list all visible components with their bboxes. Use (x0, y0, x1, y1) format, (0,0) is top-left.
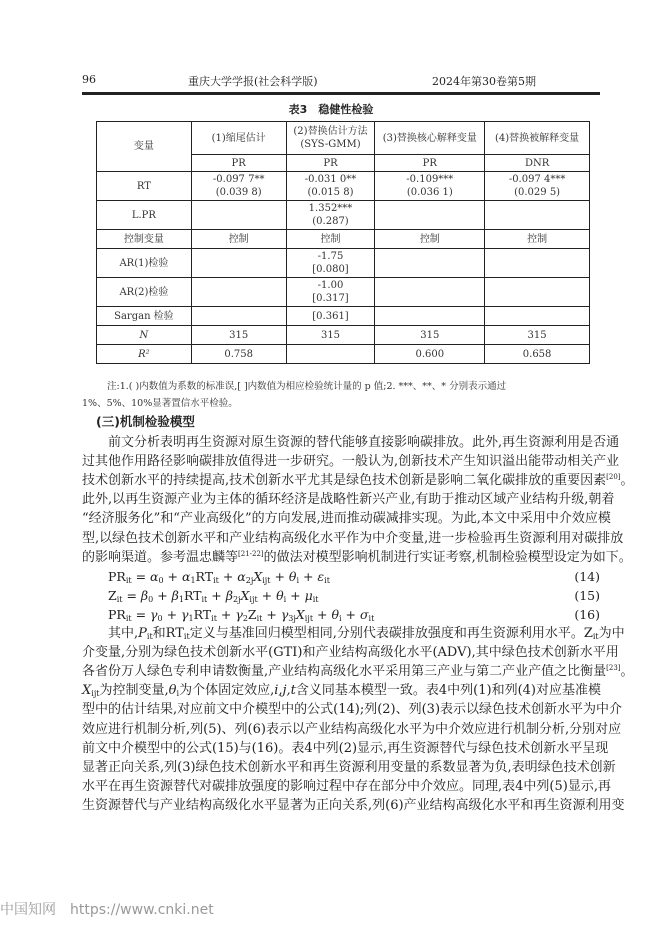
text-line (82, 471, 634, 490)
table-cell: -0.031 0** (0.015 8) (286, 172, 375, 201)
text-segment: 和RT (152, 626, 184, 641)
text-segment: + (270, 569, 289, 584)
text-segment: 0 (148, 595, 154, 604)
text-segment: γ (150, 607, 158, 622)
table-cell: 315 (286, 326, 375, 345)
text-segment: it (592, 632, 599, 641)
table-cell: -1.75 [0.080] (286, 249, 375, 278)
text-segment: 效应进行机制分析,列(5)、列(6)表示以产业结构高级化水平为中介效应进行机制分析,分别对应 (82, 722, 622, 737)
text-segment: + (153, 588, 172, 603)
table-cell (485, 249, 590, 278)
table-note-line: 注:1.( )内数值为系数的标准误,[ ]内数值为相应检验统计量的 p 值;2. ***、**、* 分别表示通过 (107, 381, 507, 392)
table-cell: 0.758 (191, 345, 286, 364)
text-segment: [21-22] (238, 550, 264, 558)
text-segment: β (171, 588, 179, 603)
table-cell: 控制 (286, 230, 375, 249)
row-label: AR(2)检验 (97, 278, 192, 307)
text-segment: 生资源替代与产业结构高级化水平显著为正向关系,列(6)产业结构高级化水平和再生资源利用变 (82, 798, 625, 813)
text-segment: + (163, 569, 182, 584)
text-segment: 0 (158, 576, 164, 585)
text-segment: α (182, 569, 191, 584)
header-variable: 变量 (97, 122, 192, 172)
equation-number: (15) (574, 588, 600, 603)
text-segment: β (140, 588, 149, 603)
text-segment: i (296, 576, 299, 585)
text-segment: + (257, 588, 277, 603)
column-header: (4)替换被解释变量 (485, 122, 590, 155)
text-segment: 的影响渠道。参考温忠麟等 (82, 550, 239, 565)
table-row (97, 345, 590, 364)
text-line (82, 796, 625, 815)
text-segment: ijt (91, 689, 100, 698)
robustness-table (96, 121, 590, 364)
text-segment: + (262, 607, 281, 622)
row-label: R² (97, 345, 192, 364)
text-segment: 介变量,分别为绿色技术创新水平(GTI)和产业结构高级化水平(ADV),其中绿色技术创新水平用 (82, 645, 619, 660)
text-line (82, 662, 634, 681)
text-segment: X (240, 588, 250, 603)
text-segment: + (299, 569, 318, 584)
text-segment: θ (331, 607, 339, 622)
text-segment: 前文中介模型中的公式(15)与(16)。表4中列(2)显示,再生资源替代与绿色技术创新水平呈现 (82, 741, 609, 756)
table-row (97, 278, 590, 307)
text-segment: P (138, 626, 147, 641)
table-note-line: 1%、5%、10%显著置信水平检验。 (82, 398, 238, 409)
dependent-variable: PR (286, 155, 375, 172)
text-line (108, 624, 625, 643)
table-row (97, 172, 590, 201)
text-segment: θ (276, 588, 284, 603)
text-segment: 各省份万人绿色专利申请数衡量,产业结构高级化水平采用第三产业与第二产业产值之比衡量 (82, 664, 607, 679)
text-line (82, 452, 620, 471)
text-segment: it (201, 595, 208, 604)
text-segment: 2 (242, 614, 248, 623)
text-segment: 型中的估计结果,对应前文中介模型中的公式(14);列(2)、列(3)表示以绿色技术创新水平为中介 (82, 702, 623, 717)
text-segment: i (176, 689, 180, 698)
table-cell: 315 (191, 326, 286, 345)
page-number: 96 (82, 73, 96, 86)
text-segment: it (211, 614, 217, 623)
table-cell (191, 278, 286, 307)
text-segment: i (283, 595, 287, 604)
text-segment: i,j,t (274, 683, 296, 698)
text-line (82, 548, 632, 567)
text-segment: [23] (606, 664, 621, 672)
text-segment: 水平在再生资源替代对碳排放强度的影响过程中存在部分中介效应。同理,表4中列(5)显示,再 (82, 779, 611, 794)
text-segment: 技术创新水平的持续提高,技术创新水平尤其是绿色技术创新是影响二氧化碳排放的重要因素 (82, 473, 607, 488)
column-header: (2)替换估计方法 (SYS-GMM) (286, 122, 375, 155)
table-cell (375, 307, 485, 326)
table-cell (485, 307, 590, 326)
row-label: AR(1)检验 (97, 249, 192, 278)
text-segment: + (216, 607, 236, 622)
table-cell (485, 278, 590, 307)
row-label: L.PR (97, 201, 192, 230)
text-segment: it (125, 576, 132, 585)
header-rule (82, 92, 600, 95)
text-segment: σ (359, 607, 369, 622)
table-cell: 315 (375, 326, 485, 345)
text-line (108, 433, 620, 452)
text-segment: 0 (157, 614, 163, 623)
text-segment: it (213, 576, 219, 585)
text-segment: ijt (249, 595, 258, 604)
equation-number: (16) (574, 607, 600, 622)
text-segment: it (368, 614, 375, 623)
table-cell (485, 201, 590, 230)
text-segment: 1 (188, 614, 194, 623)
text-segment: 3j (288, 614, 296, 623)
table-title: 表3 稳健性检验 (288, 103, 374, 116)
column-header: (1)缩尾估计 (191, 122, 286, 155)
text-segment: + (286, 588, 305, 603)
table-row (97, 230, 590, 249)
row-label: Sargan 检验 (97, 307, 192, 326)
text-segment: 前文分析表明再生资源对原生资源的替代能够直接影响碳排放。此外,再生资源利用是否通 (108, 435, 620, 450)
table-cell (375, 201, 485, 230)
equation (108, 586, 319, 605)
text-segment: μ (304, 588, 313, 603)
text-line (82, 758, 616, 777)
table-cell: 0.600 (375, 345, 485, 364)
dependent-variable: PR (191, 155, 286, 172)
text-line (82, 509, 611, 528)
text-segment: 其中, (108, 626, 139, 641)
text-line (82, 681, 600, 700)
table-cell: -0.097 4*** (0.029 5) (485, 172, 590, 201)
text-segment: ijt (262, 576, 271, 585)
text-segment: X (82, 683, 92, 698)
table-cell: 控制 (485, 230, 590, 249)
text-line (82, 700, 623, 719)
text-line (82, 529, 624, 548)
text-segment: γ (235, 607, 243, 622)
text-segment: 为控制变量, (99, 683, 169, 698)
text-segment: = (131, 607, 151, 622)
table-cell: [0.361] (286, 307, 375, 326)
text-segment: it (183, 632, 190, 641)
text-segment: ε (317, 569, 325, 584)
text-segment: α (150, 569, 159, 584)
equation (108, 567, 330, 586)
journal-name: 重庆大学学报(社会科学版) (188, 75, 318, 88)
text-segment: + (218, 569, 238, 584)
table-cell (191, 307, 286, 326)
row-label: N (97, 326, 192, 345)
text-segment: it (312, 595, 319, 604)
section-heading: (三)机制检验模型 (96, 414, 195, 429)
table-cell (191, 201, 286, 230)
text-segment: 1 (190, 576, 196, 585)
table-header-row (97, 122, 590, 155)
text-segment: 型,以绿色技术创新水平和产业结构高级化水平作为中介变量,进一步检验再生资源利用对碳排放 (82, 531, 624, 546)
text-line (82, 490, 615, 509)
text-line (82, 777, 611, 796)
cnki-watermark (0, 899, 214, 919)
dependent-variable: PR (375, 155, 485, 172)
dependent-variable: DNR (485, 155, 590, 172)
text-segment: 为个体固定效应, (179, 683, 275, 698)
equation (108, 605, 374, 624)
text-line (82, 739, 609, 758)
table-row (97, 326, 590, 345)
table-cell: -0.097 7** (0.039 8) (191, 172, 286, 201)
table-row (97, 201, 590, 230)
text-segment: 为中 (598, 626, 625, 641)
text-segment: = (131, 569, 151, 584)
text-segment: 2j (245, 576, 254, 585)
table-row (97, 307, 590, 326)
text-segment: Z (108, 588, 117, 603)
text-segment: 2j (232, 595, 241, 604)
text-segment: θ (168, 683, 177, 698)
text-segment: it (256, 614, 263, 623)
text-segment: + (207, 588, 226, 603)
text-segment: 显著正向关系,列(3)绿色技术创新水平和再生资源利用变量的系数显著为负,表明绿色技术创新 (82, 760, 616, 775)
text-segment: it (146, 632, 153, 641)
text-segment: PR (108, 607, 126, 622)
journal-issue: 2024年第30卷第5期 (432, 75, 536, 88)
text-segment: 1 (178, 595, 184, 604)
text-segment: γ (280, 607, 289, 622)
text-segment: 。 (620, 473, 634, 488)
text-segment: PR (108, 569, 126, 584)
watermark-text: 中国知网 https://www.cnki.net (0, 902, 214, 918)
table-cell: -0.109*** (0.036 1) (375, 172, 485, 201)
column-header: (3)替换核心解释变量 (375, 122, 485, 155)
text-line (82, 643, 619, 662)
text-segment: it (324, 576, 330, 585)
text-segment: RT (193, 607, 212, 622)
text-segment: β (225, 588, 233, 603)
table-cell: 0.658 (485, 345, 590, 364)
table-cell: 315 (485, 326, 590, 345)
text-line (82, 720, 622, 739)
text-segment: it (116, 595, 123, 604)
equation-number: (14) (574, 569, 600, 584)
text-segment: “经济服务化”和“产业高级化”的方向发展,进而推动碳减排实现。为此,本文中采用中介效应模 (82, 511, 611, 526)
table-cell (191, 249, 286, 278)
text-segment: RT (183, 588, 202, 603)
text-segment: 过其他作用路径影响碳排放值得进一步研究。一般认为,创新技术产生知识溢出能带动相关产业 (82, 454, 620, 469)
text-segment: 此外,以再生资源产业为主体的循环经济是战略性新兴产业,有助于推动区域产业结构升级,朝着 (82, 492, 615, 507)
text-segment: i (339, 614, 342, 623)
row-label: RT (97, 172, 192, 201)
text-segment: it (125, 614, 132, 623)
text-segment: 的做法对模型影响机制进行实证考察,机制检验模型设定为如下。 (263, 550, 632, 565)
table-cell: 控制 (191, 230, 286, 249)
table-cell: -1.00 [0.317] (286, 278, 375, 307)
text-segment: + (313, 607, 332, 622)
text-segment: + (341, 607, 360, 622)
row-label: 控制变量 (97, 230, 192, 249)
text-segment: + (162, 607, 182, 622)
text-segment: 含义同基本模型一致。表4中列(1)和列(4)对应基准模 (295, 683, 601, 698)
text-segment: Z (247, 607, 257, 622)
text-segment: X (253, 569, 263, 584)
table-cell (375, 278, 485, 307)
text-segment: α (237, 569, 246, 584)
table-cell: 1.352*** (0.287) (286, 201, 375, 230)
text-segment: X (295, 607, 305, 622)
text-segment: RT (195, 569, 214, 584)
table-cell (375, 249, 485, 278)
text-segment: θ (288, 569, 297, 584)
table-cell: 控制 (375, 230, 485, 249)
text-segment: 。 (620, 664, 634, 679)
text-segment: [20] (606, 473, 621, 481)
table-cell (286, 345, 375, 364)
table-row (97, 249, 590, 278)
text-segment: ijt (304, 614, 314, 623)
text-segment: γ (181, 607, 189, 622)
text-segment: = (122, 588, 141, 603)
text-segment: 定义与基准回归模型相同,分别代表碳排放强度和再生资源利用水平。Z (189, 626, 593, 641)
